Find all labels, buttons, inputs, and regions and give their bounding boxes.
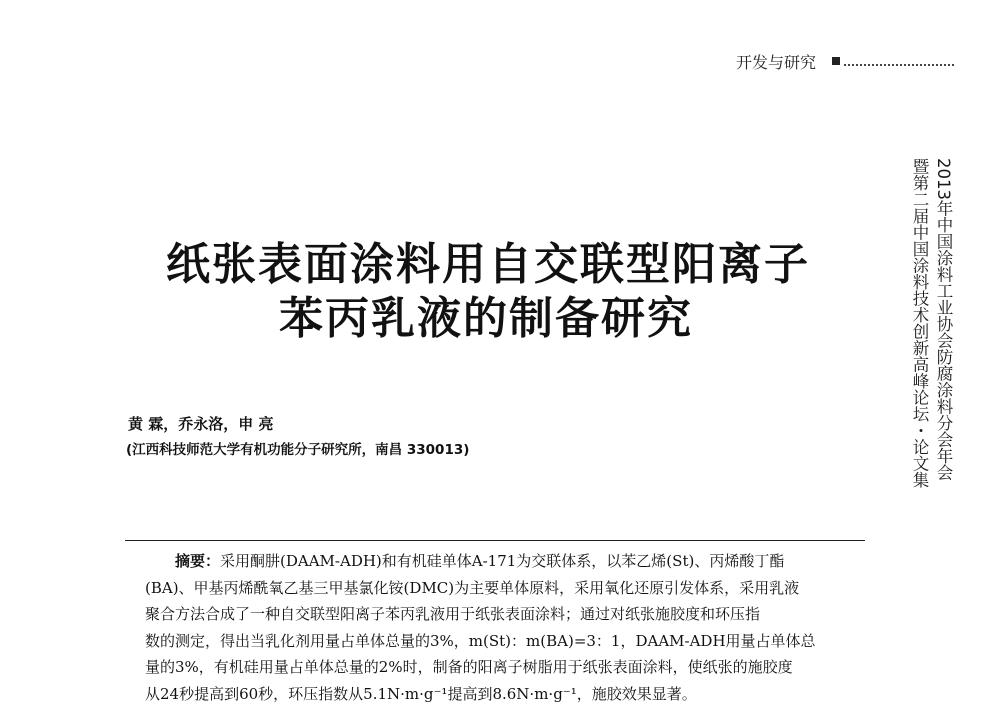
section-marker-icon	[832, 57, 840, 65]
side-banner-line-2: 暨第二届中国涂料技术创新高峰论坛・论文集	[910, 158, 929, 488]
abstract-line: 聚合方法合成了一种自交联型阳离子苯丙乳液用于纸张表面涂料；通过对纸张施胶度和环压指	[145, 605, 761, 624]
section-label: 开发与研究	[736, 53, 817, 72]
abstract-line: 量的3%，有机硅用量占单体总量的2%时，制备的阳离子树脂用于纸张表面涂料，使纸张的施胶度	[145, 658, 793, 677]
abstract-line: (BA)、甲基丙烯酰氧乙基三甲基氯化铵(DMC)为主要单体原料，采用氧化还原引发体系，采用乳液	[145, 578, 800, 597]
abstract-line: 数的测定，得出当乳化剂用量占单体总量的3%，m(St)：m(BA)=3：1，DAAM-ADH用量占单体总	[145, 631, 816, 650]
side-banner-line-1: 2013年中国涂料工业协会防腐涂料分会年会	[934, 158, 953, 481]
paper-title-line-1: 纸张表面涂料用自交联型阳离子	[166, 239, 810, 290]
divider	[125, 540, 865, 541]
authors: 黄 霖，乔永洛，申 亮	[128, 415, 274, 433]
paper-title-line-2: 苯丙乳液的制备研究	[279, 293, 693, 344]
abstract-line	[145, 548, 863, 575]
abstract-label: 摘要：	[175, 552, 221, 570]
abstract-line: 从24秒提高到60秒，环压指数从5.1N·m·g⁻¹提高到8.6N·m·g⁻¹，施胶效果显著。	[145, 684, 697, 703]
abstract-text: 采用酮肼(DAAM-ADH)和有机硅单体A-171为交联体系，以苯乙烯(St)、丙烯酸丁酯	[220, 552, 785, 570]
abstract	[145, 548, 863, 708]
section-dotted-leader	[844, 64, 954, 66]
affiliation: (江西科技师范大学有机功能分子研究所，南昌 330013)	[126, 442, 470, 458]
